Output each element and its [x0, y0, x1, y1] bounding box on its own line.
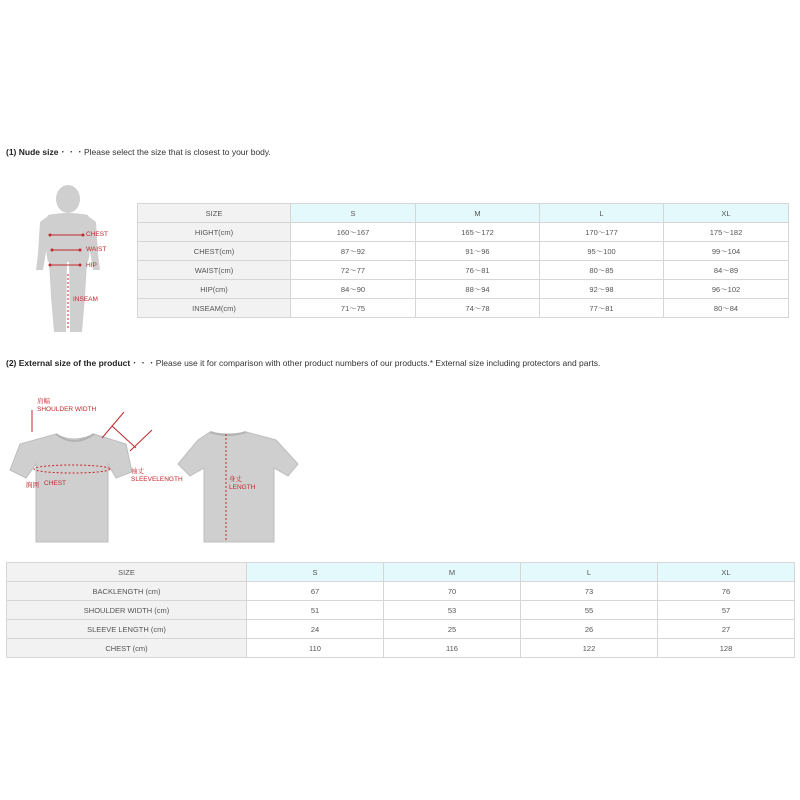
table-row [7, 582, 795, 601]
figure-label-shoulder-width: SHOULDER WIDTH [37, 406, 97, 413]
tshirt-front-figure [8, 392, 180, 548]
table-cell: 175～182 [664, 223, 789, 242]
table-cell: 76 [658, 582, 795, 601]
table-cell: 57 [658, 601, 795, 620]
figure-label-sleeve-jp: 袖丈 [131, 468, 144, 475]
row-label: HIGHT(cm) [138, 223, 291, 242]
table-cell: 53 [384, 601, 521, 620]
figure-label-hip: HIP [86, 262, 97, 269]
nude-size-heading: (1) Nude size [6, 147, 59, 157]
table-header-row [7, 563, 795, 582]
figure-label-length: LENGTH [229, 484, 256, 491]
header-cell: SIZE [138, 204, 291, 223]
row-label: HIP(cm) [138, 280, 291, 299]
external-size-heading: (2) External size of the product [6, 358, 131, 368]
header-cell: S [291, 204, 416, 223]
table-row [138, 261, 789, 280]
table-cell: 55 [521, 601, 658, 620]
table-cell: 76～81 [416, 261, 540, 280]
body-silhouette-figure [28, 182, 123, 334]
table-cell: 91～96 [416, 242, 540, 261]
table-cell: 95～100 [540, 242, 664, 261]
table-cell: 128 [658, 639, 795, 658]
table-cell: 71～75 [291, 299, 416, 318]
table-cell: 99～104 [664, 242, 789, 261]
table-cell: 70 [384, 582, 521, 601]
table-cell: 24 [247, 620, 384, 639]
table-cell: 88～94 [416, 280, 540, 299]
figure-label-waist: WAIST [86, 246, 107, 253]
header-cell: L [540, 204, 664, 223]
table-cell: 80～85 [540, 261, 664, 280]
table-cell: 116 [384, 639, 521, 658]
nude-size-subtitle: ・・・Please select the size that is closest to your body. [58, 147, 271, 157]
figure-label-shoulder-jp: 肩幅 [37, 398, 50, 405]
table-cell: 92～98 [540, 280, 664, 299]
header-cell: M [384, 563, 521, 582]
table-cell: 26 [521, 620, 658, 639]
figure-label-chest-ext: CHEST [44, 480, 67, 487]
table-cell: 170～177 [540, 223, 664, 242]
table-cell: 27 [658, 620, 795, 639]
table-cell: 160～167 [291, 223, 416, 242]
header-cell: L [521, 563, 658, 582]
table-row [138, 242, 789, 261]
table-cell: 77～81 [540, 299, 664, 318]
table-row [138, 280, 789, 299]
table-cell: 84～89 [664, 261, 789, 280]
table-cell: 67 [247, 582, 384, 601]
header-cell: XL [658, 563, 795, 582]
row-label: WAIST(cm) [138, 261, 291, 280]
row-label: SHOULDER WIDTH (cm) [7, 601, 247, 620]
figure-label-sleeve-length: SLEEVELENGTH [131, 476, 183, 483]
row-label: BACKLENGTH (cm) [7, 582, 247, 601]
figure-label-chest-jp: 胸囲 [26, 482, 39, 489]
table-cell: 84～90 [291, 280, 416, 299]
table-cell: 74～78 [416, 299, 540, 318]
table-cell: 25 [384, 620, 521, 639]
table-cell: 80～84 [664, 299, 789, 318]
table-row [138, 223, 789, 242]
figure-label-chest: CHEST [86, 231, 109, 238]
table-row [7, 620, 795, 639]
row-label: CHEST(cm) [138, 242, 291, 261]
header-cell: XL [664, 204, 789, 223]
table-cell: 122 [521, 639, 658, 658]
external-size-title [6, 357, 600, 369]
table-cell: 165～172 [416, 223, 540, 242]
external-size-table [6, 562, 795, 658]
header-cell: S [247, 563, 384, 582]
header-cell: M [416, 204, 540, 223]
table-cell: 51 [247, 601, 384, 620]
row-label: CHEST (cm) [7, 639, 247, 658]
nude-size-title [6, 146, 271, 158]
external-size-subtitle: ・・・Please use it for comparison with other product numbers of our products.* External size including protectors and parts. [130, 358, 601, 368]
row-label: SLEEVE LENGTH (cm) [7, 620, 247, 639]
header-cell: SIZE [7, 563, 247, 582]
table-row [7, 639, 795, 658]
table-header-row [138, 204, 789, 223]
figure-label-inseam: INSEAM [73, 296, 98, 303]
row-label: INSEAM(cm) [138, 299, 291, 318]
table-row [7, 601, 795, 620]
table-cell: 73 [521, 582, 658, 601]
table-cell: 96～102 [664, 280, 789, 299]
table-cell: 72～77 [291, 261, 416, 280]
table-cell: 110 [247, 639, 384, 658]
table-cell: 87～92 [291, 242, 416, 261]
table-row [138, 299, 789, 318]
figure-label-length-jp: 身丈 [229, 476, 242, 483]
nude-size-table [137, 203, 789, 318]
